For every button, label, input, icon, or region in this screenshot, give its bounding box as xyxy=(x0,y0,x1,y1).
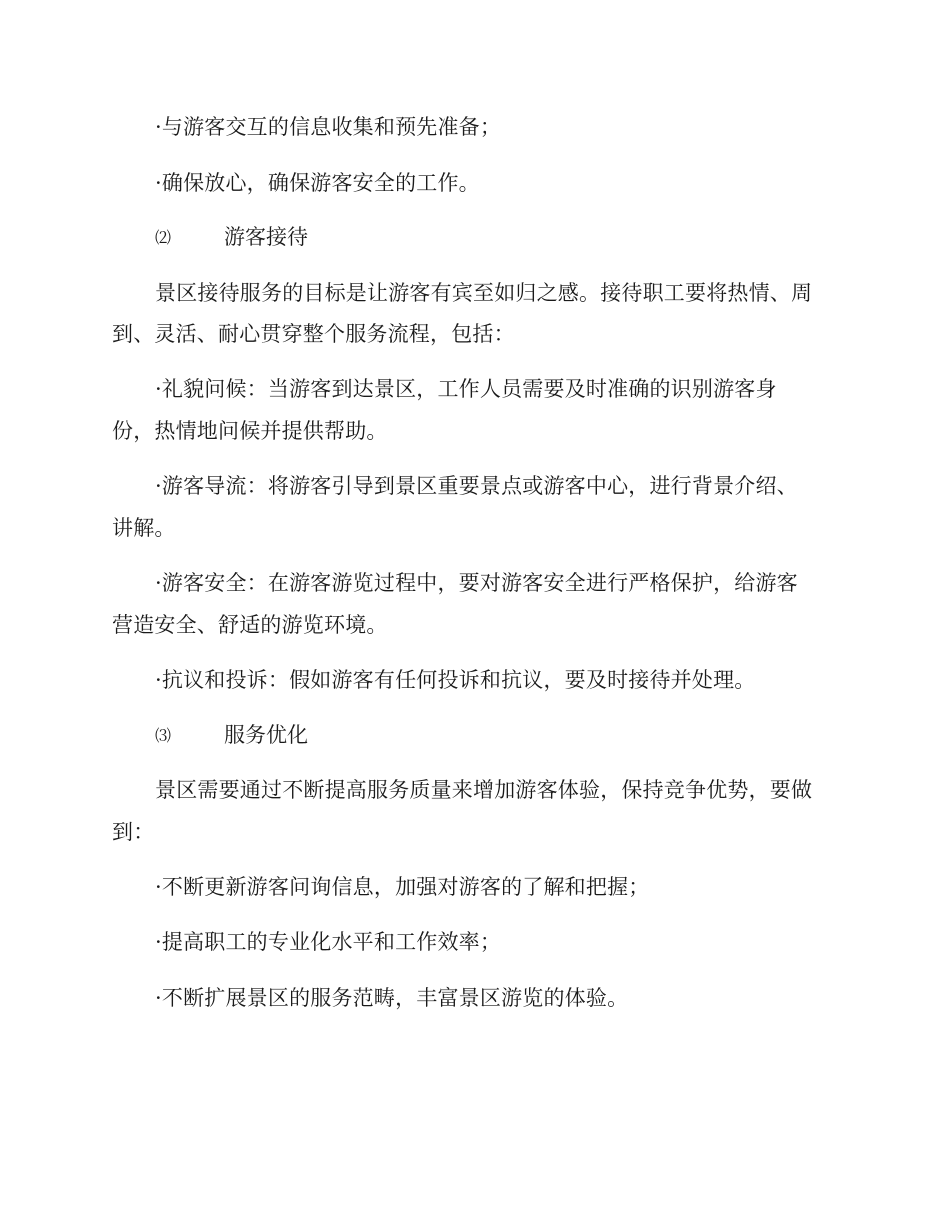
item-guidance-line1: ·游客导流：将游客引导到景区重要景点或游客中心，进行背景介绍、 xyxy=(155,474,798,498)
section-number-2: ⑵ xyxy=(155,228,172,247)
section-number-3: ⑶ xyxy=(155,726,172,745)
section2-intro-line2: 到、灵活、耐心贯穿整个服务流程，包括： xyxy=(112,322,515,346)
item-security-line1: ·游客安全：在游客游览过程中，要对游客安全进行严格保护，给游客 xyxy=(155,571,798,595)
bullet-info-collection: ·与游客交互的信息收集和预先准备； xyxy=(155,115,502,139)
section-title-2: 游客接待 xyxy=(224,225,308,249)
section-title-3: 服务优化 xyxy=(224,723,308,747)
bullet-expand-services: ·不断扩展景区的服务范畴，丰富景区游览的体验。 xyxy=(155,986,629,1010)
bullet-staff-professionalism: ·提高职工的专业化水平和工作效率； xyxy=(155,930,502,954)
item-courtesy-line1: ·礼貌问候：当游客到达景区，工作人员需要及时准确的识别游客身 xyxy=(155,377,777,401)
section2-intro-line1: 景区接待服务的目标是让游客有宾至如归之感。接待职工要将热情、周 xyxy=(155,281,813,305)
item-security-line2: 营造安全、舒适的游览环境。 xyxy=(112,613,388,637)
section3-intro-line2: 到： xyxy=(112,820,155,844)
bullet-update-info: ·不断更新游客问询信息，加强对游客的了解和把握； xyxy=(155,875,650,899)
bullet-safety-work: ·确保放心，确保游客安全的工作。 xyxy=(155,171,480,195)
item-guidance-line2: 讲解。 xyxy=(112,516,176,540)
item-complaints-line1: ·抗议和投诉：假如游客有任何投诉和抗议，要及时接待并处理。 xyxy=(155,668,756,692)
section3-intro-line1: 景区需要通过不断提高服务质量来增加游客体验，保持竞争优势，要做 xyxy=(155,778,813,802)
item-courtesy-line2: 份，热情地问候并提供帮助。 xyxy=(112,419,388,443)
